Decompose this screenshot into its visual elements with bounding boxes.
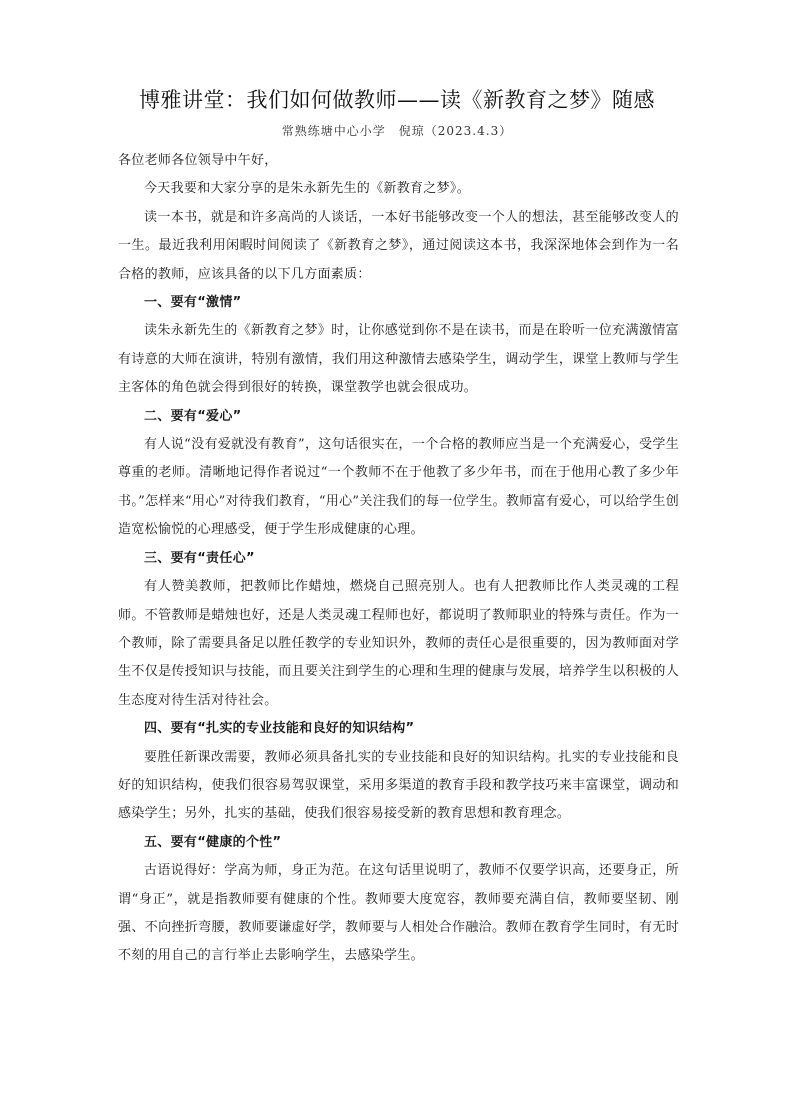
section-paragraph: 有人赞美教师，把教师比作蜡烛，燃烧自己照亮别人。也有人把教师比作人类灵魂的工程师。不管教师是蜡烛也好，还是人类灵魂工程师也好，都说明了教师职业的特殊与责任。作为一个教师，除了需要具备足以胜任教学的专业知识外，教师的责任心是很重要的，因为教师面对学生不仅是传授知识与技能，而且要关注到学生的心理和生理的健康与发展，培养学生以积极的人生态度对待生活对待社会。 — [118, 579, 679, 708]
section-heading: 一、要有“激情” — [144, 295, 242, 311]
section-heading: 二、要有“爱心” — [144, 408, 242, 424]
section-paragraph: 有人说“没有爱就没有教育”，这句话很实在，一个合格的教师应当是一个充满爱心，受学生尊重的老师。清晰地记得作者说过“一个教师不在于他教了多少年书，而在于他用心教了多少年书。”怎样来“用心”对待我们教育，“用心”关注我们的每一位学生。教师富有爱心，可以给学生创造宽松愉悦的心理感受，便于学生形成健康的心理。 — [118, 437, 679, 538]
greeting: 各位老师各位领导中午好， — [118, 153, 278, 168]
section-paragraph: 读朱永新先生的《新教育之梦》时，让你感觉到你不是在读书，而是在聆听一位充满激情富有诗意的大师在演讲，特别有激情，我们用这种激情去感染学生，调动学生，课堂上教师与学生主客体的角色就会得到很好的转换，课堂教学也就会很成功。 — [118, 323, 679, 396]
intro-paragraph: 今天我要和大家分享的是朱永新先生的《新教育之梦》。 — [144, 181, 471, 197]
author-line: 常熟练塘中心小学 倪琼（2023.4.3） — [281, 124, 513, 138]
section-paragraph: 古语说得好：学高为师，身正为范。在这句话里说明了，教师不仅要学识高，还要身正，所谓“身正”，就是指教师要有健康的个性。教师要大度宽容，教师要充满自信，教师要坚韧、刚强、不向挫折弯腰，教师要谦虚好学，教师要与人相处合作融洽。教师在教育学生同时，有无时不刻的用自己的言行举止去影响学生，去感染学生。 — [118, 863, 679, 964]
section-heading: 四、要有“扎实的专业技能和良好的知识结构” — [144, 721, 415, 737]
section-paragraph: 要胜任新课改需要，教师必须具备扎实的专业技能和良好的知识结构。扎实的专业技能和良好的知识结构，使我们很容易驾驭课堂，采用多渠道的教育手段和教学技巧来丰富课堂，调动和感染学生；另外，扎实的基础，使我们很容易接受新的教育思想和教育理念。 — [118, 749, 679, 822]
document-title: 博雅讲堂：我们如何做教师——读《新教育之梦》随感 — [139, 88, 655, 112]
section-heading: 五、要有“健康的个性” — [144, 834, 282, 850]
section-heading: 三、要有“责任心” — [144, 550, 255, 566]
document-body — [118, 147, 679, 971]
intro-paragraph: 读一本书，就是和许多高尚的人谈话，一本好书能够改变一个人的想法，甚至能够改变人的一生。最近我利用闲暇时间阅读了《新教育之梦》，通过阅读这本书，我深深地体会到作为一名合格的教师，应该具备的以下几方面素质： — [118, 209, 679, 282]
